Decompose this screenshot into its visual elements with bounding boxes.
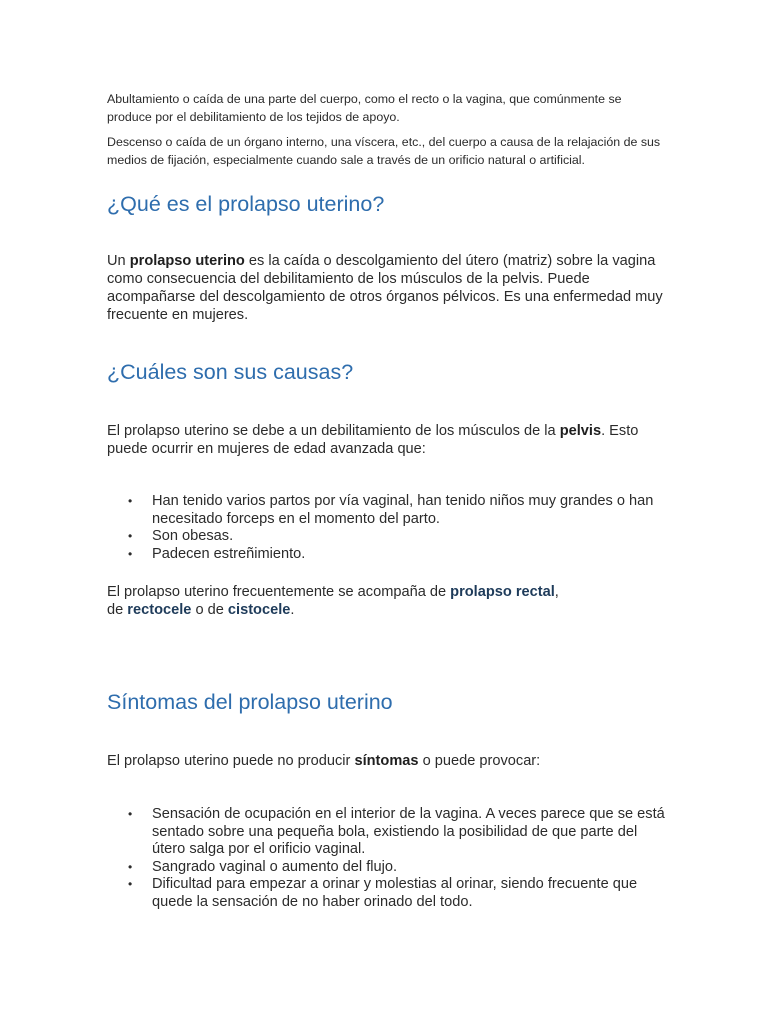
list-item: • Sangrado vaginal o aumento del flujo. bbox=[128, 858, 398, 875]
link-prolapso-rectal[interactable]: prolapso rectal bbox=[450, 584, 555, 600]
paragraph-related: El prolapso uterino frecuentemente se acompaña de prolapso rectal, de rectocele o de cistocele. bbox=[107, 584, 559, 618]
list-item: • Son obesas. bbox=[128, 528, 234, 545]
link-rectocele[interactable]: rectocele bbox=[127, 602, 192, 618]
list-item: • Sensación de ocupación en el interior de la vagina. A veces parece que se está sentado sobre una pequeña bola, existiendo la posibilidad de que parte del útero salga por el orificio vaginal. bbox=[128, 806, 665, 858]
heading-causas: ¿Cuáles son sus causas? bbox=[107, 360, 354, 384]
definition-2: Descenso o caída de un órgano interno, una víscera, etc., del cuerpo a causa de la relajación de sus medios de fijación, especialmente cuando sale a través de un orificio natural o artificial. bbox=[107, 135, 661, 167]
heading-que-es: ¿Qué es el prolapso uterino? bbox=[107, 192, 385, 216]
term-prolapso-uterino: prolapso uterino bbox=[129, 253, 245, 269]
term-sintomas: síntomas bbox=[354, 753, 419, 769]
paragraph-causas: El prolapso uterino se debe a un debilitamiento de los músculos de la pelvis. Esto puede ocurrir en mujeres de edad avanzada que: bbox=[107, 423, 639, 457]
paragraph-sintomas: El prolapso uterino puede no producir síntomas o puede provocar: bbox=[107, 753, 541, 769]
definition-1: Abultamiento o caída de una parte del cuerpo, como el recto o la vagina, que comúnmente se produce por el debilitamiento de los tejidos de apoyo. bbox=[107, 92, 622, 124]
heading-sintomas: Síntomas del prolapso uterino bbox=[107, 690, 393, 714]
list-item: • Padecen estreñimiento. bbox=[128, 545, 306, 562]
symptoms-list bbox=[107, 806, 667, 912]
link-cistocele[interactable]: cistocele bbox=[227, 602, 291, 618]
list-item: • Dificultad para empezar a orinar y molestias al orinar, siendo frecuente que quede la sensación de no haber orinado del todo. bbox=[128, 876, 638, 910]
term-pelvis: pelvis bbox=[559, 423, 602, 439]
causes-list bbox=[107, 493, 667, 563]
paragraph-que-es: Un prolapso uterino es la caída o descolgamiento del útero (matriz) sobre la vagina como consecuencia del debilitamiento de los músculos de la pelvis. Puede acompañarse del descolgamiento de otros órganos pélvicos. Es una enfermedad muy frecuente en mujeres. bbox=[107, 253, 663, 323]
definitions-block bbox=[107, 90, 667, 169]
list-item: • Han tenido varios partos por vía vaginal, han tenido niños muy grandes o han necesitado forceps en el momento del parto. bbox=[128, 493, 654, 527]
